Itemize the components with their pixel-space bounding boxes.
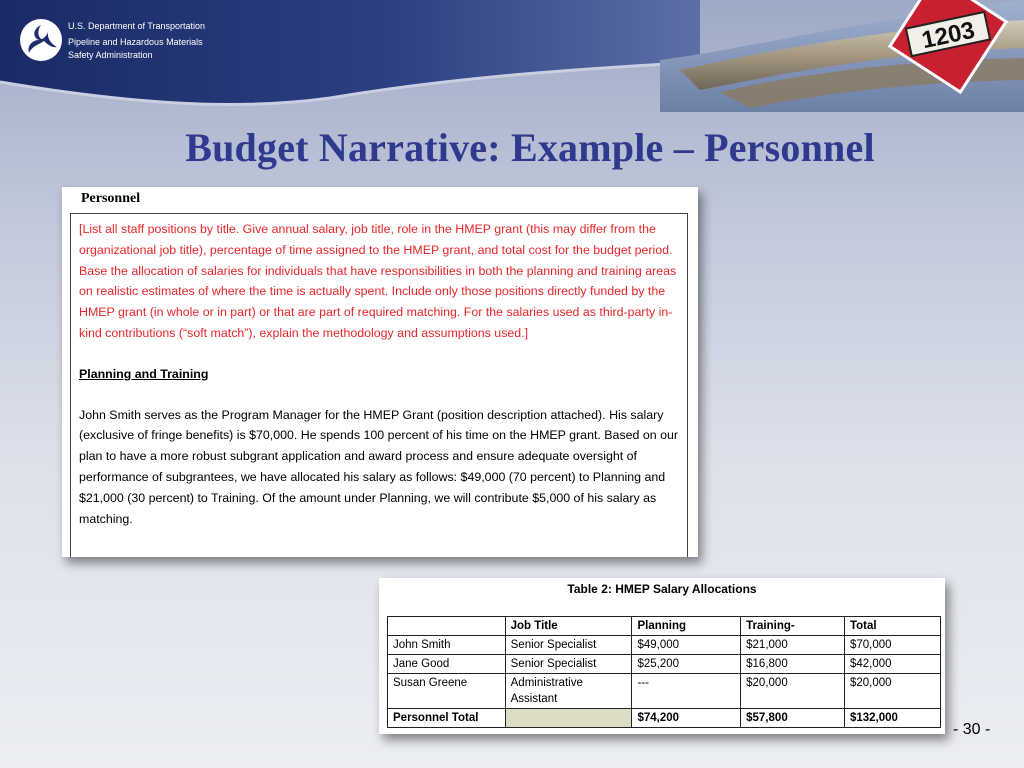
salary-table-excerpt <box>379 578 945 734</box>
table-row <box>388 655 941 674</box>
table-total-row <box>388 709 941 728</box>
agency-line-1: U.S. Department of Transportation <box>68 21 206 31</box>
table-cell: --- <box>632 674 741 709</box>
table-cell: John Smith <box>388 636 506 655</box>
table-cell: $57,800 <box>741 709 845 728</box>
table-header-row <box>388 617 941 636</box>
table-cell: $20,000 <box>844 674 940 709</box>
personnel-narrative-excerpt <box>62 187 698 557</box>
table-cell: Jane Good <box>388 655 506 674</box>
table-cell: $25,200 <box>632 655 741 674</box>
agency-name <box>68 20 205 62</box>
section-heading: Personnel <box>81 191 141 206</box>
table-cell: $70,000 <box>844 636 940 655</box>
table-row <box>388 636 941 655</box>
table-cell: $21,000 <box>741 636 845 655</box>
header-cell: Training- <box>741 617 845 636</box>
header-cell <box>388 617 506 636</box>
agency-line-3: Safety Administration <box>68 50 153 60</box>
table-cell-shaded <box>505 709 632 728</box>
salary-allocations-table <box>387 616 941 728</box>
page-number: - 30 - <box>953 721 991 738</box>
header-cell: Job Title <box>505 617 632 636</box>
table-cell: Senior Specialist <box>505 655 632 674</box>
narrative-text <box>79 219 679 529</box>
header-banner <box>0 0 1024 115</box>
slide-title: Budget Narrative: Example – Personnel <box>185 125 875 170</box>
table-cell: $49,000 <box>632 636 741 655</box>
table-cell: Administrative Assistant <box>505 674 632 709</box>
header-photo-collage <box>660 0 1024 112</box>
table-cell: $20,000 <box>741 674 845 709</box>
table-cell: Senior Specialist <box>505 636 632 655</box>
header-cell: Planning <box>632 617 741 636</box>
dot-logo-icon <box>20 19 62 61</box>
table-cell: $42,000 <box>844 655 940 674</box>
agency-line-2: Pipeline and Hazardous Materials <box>68 37 203 47</box>
placard-number: 1203 <box>919 16 978 55</box>
table-cell: $74,200 <box>632 709 741 728</box>
table-cell: Susan Greene <box>388 674 506 709</box>
example-paragraph: John Smith serves as the Program Manager for the HMEP Grant (position description attached). His salary (exclusive of fringe benefits) is $70,000. He spends 100 percent of his time on the HMEP grant. Based on our plan to have a more robust subgrant application and award process and ensure adequate oversight of performance of subgrantees, we have allocated his salary as follows: $49,000 (70 percent) to Planning and $21,000 (30 percent) to Training. Of the amount under Planning, we will contribute $5,000 of his salary as matching. <box>79 407 678 526</box>
planning-training-subheading: Planning and Training <box>79 366 209 381</box>
instructions-text: [List all staff positions by title. Give annual salary, job title, role in the HMEP grant (this may differ from the organizational job title), percentage of time assigned to the HMEP grant, and total cost for the budget period. Base the allocation of salaries for individuals that have responsibilities in both the planning and training areas on realistic estimates of where the time is actually spent. Include only those positions directly funded by the HMEP grant (in whole or in part) or that are part of required matching. For the salaries used as third-party in-kind contributions (“soft match”), explain the methodology and assumptions used.] <box>79 222 677 340</box>
table-cell: $132,000 <box>844 709 940 728</box>
header-cell: Total <box>844 617 940 636</box>
table-cell: Personnel Total <box>388 709 506 728</box>
narrative-box <box>70 213 688 557</box>
table-row <box>388 674 941 709</box>
table-caption: Table 2: HMEP Salary Allocations <box>567 582 757 596</box>
table-cell: $16,800 <box>741 655 845 674</box>
